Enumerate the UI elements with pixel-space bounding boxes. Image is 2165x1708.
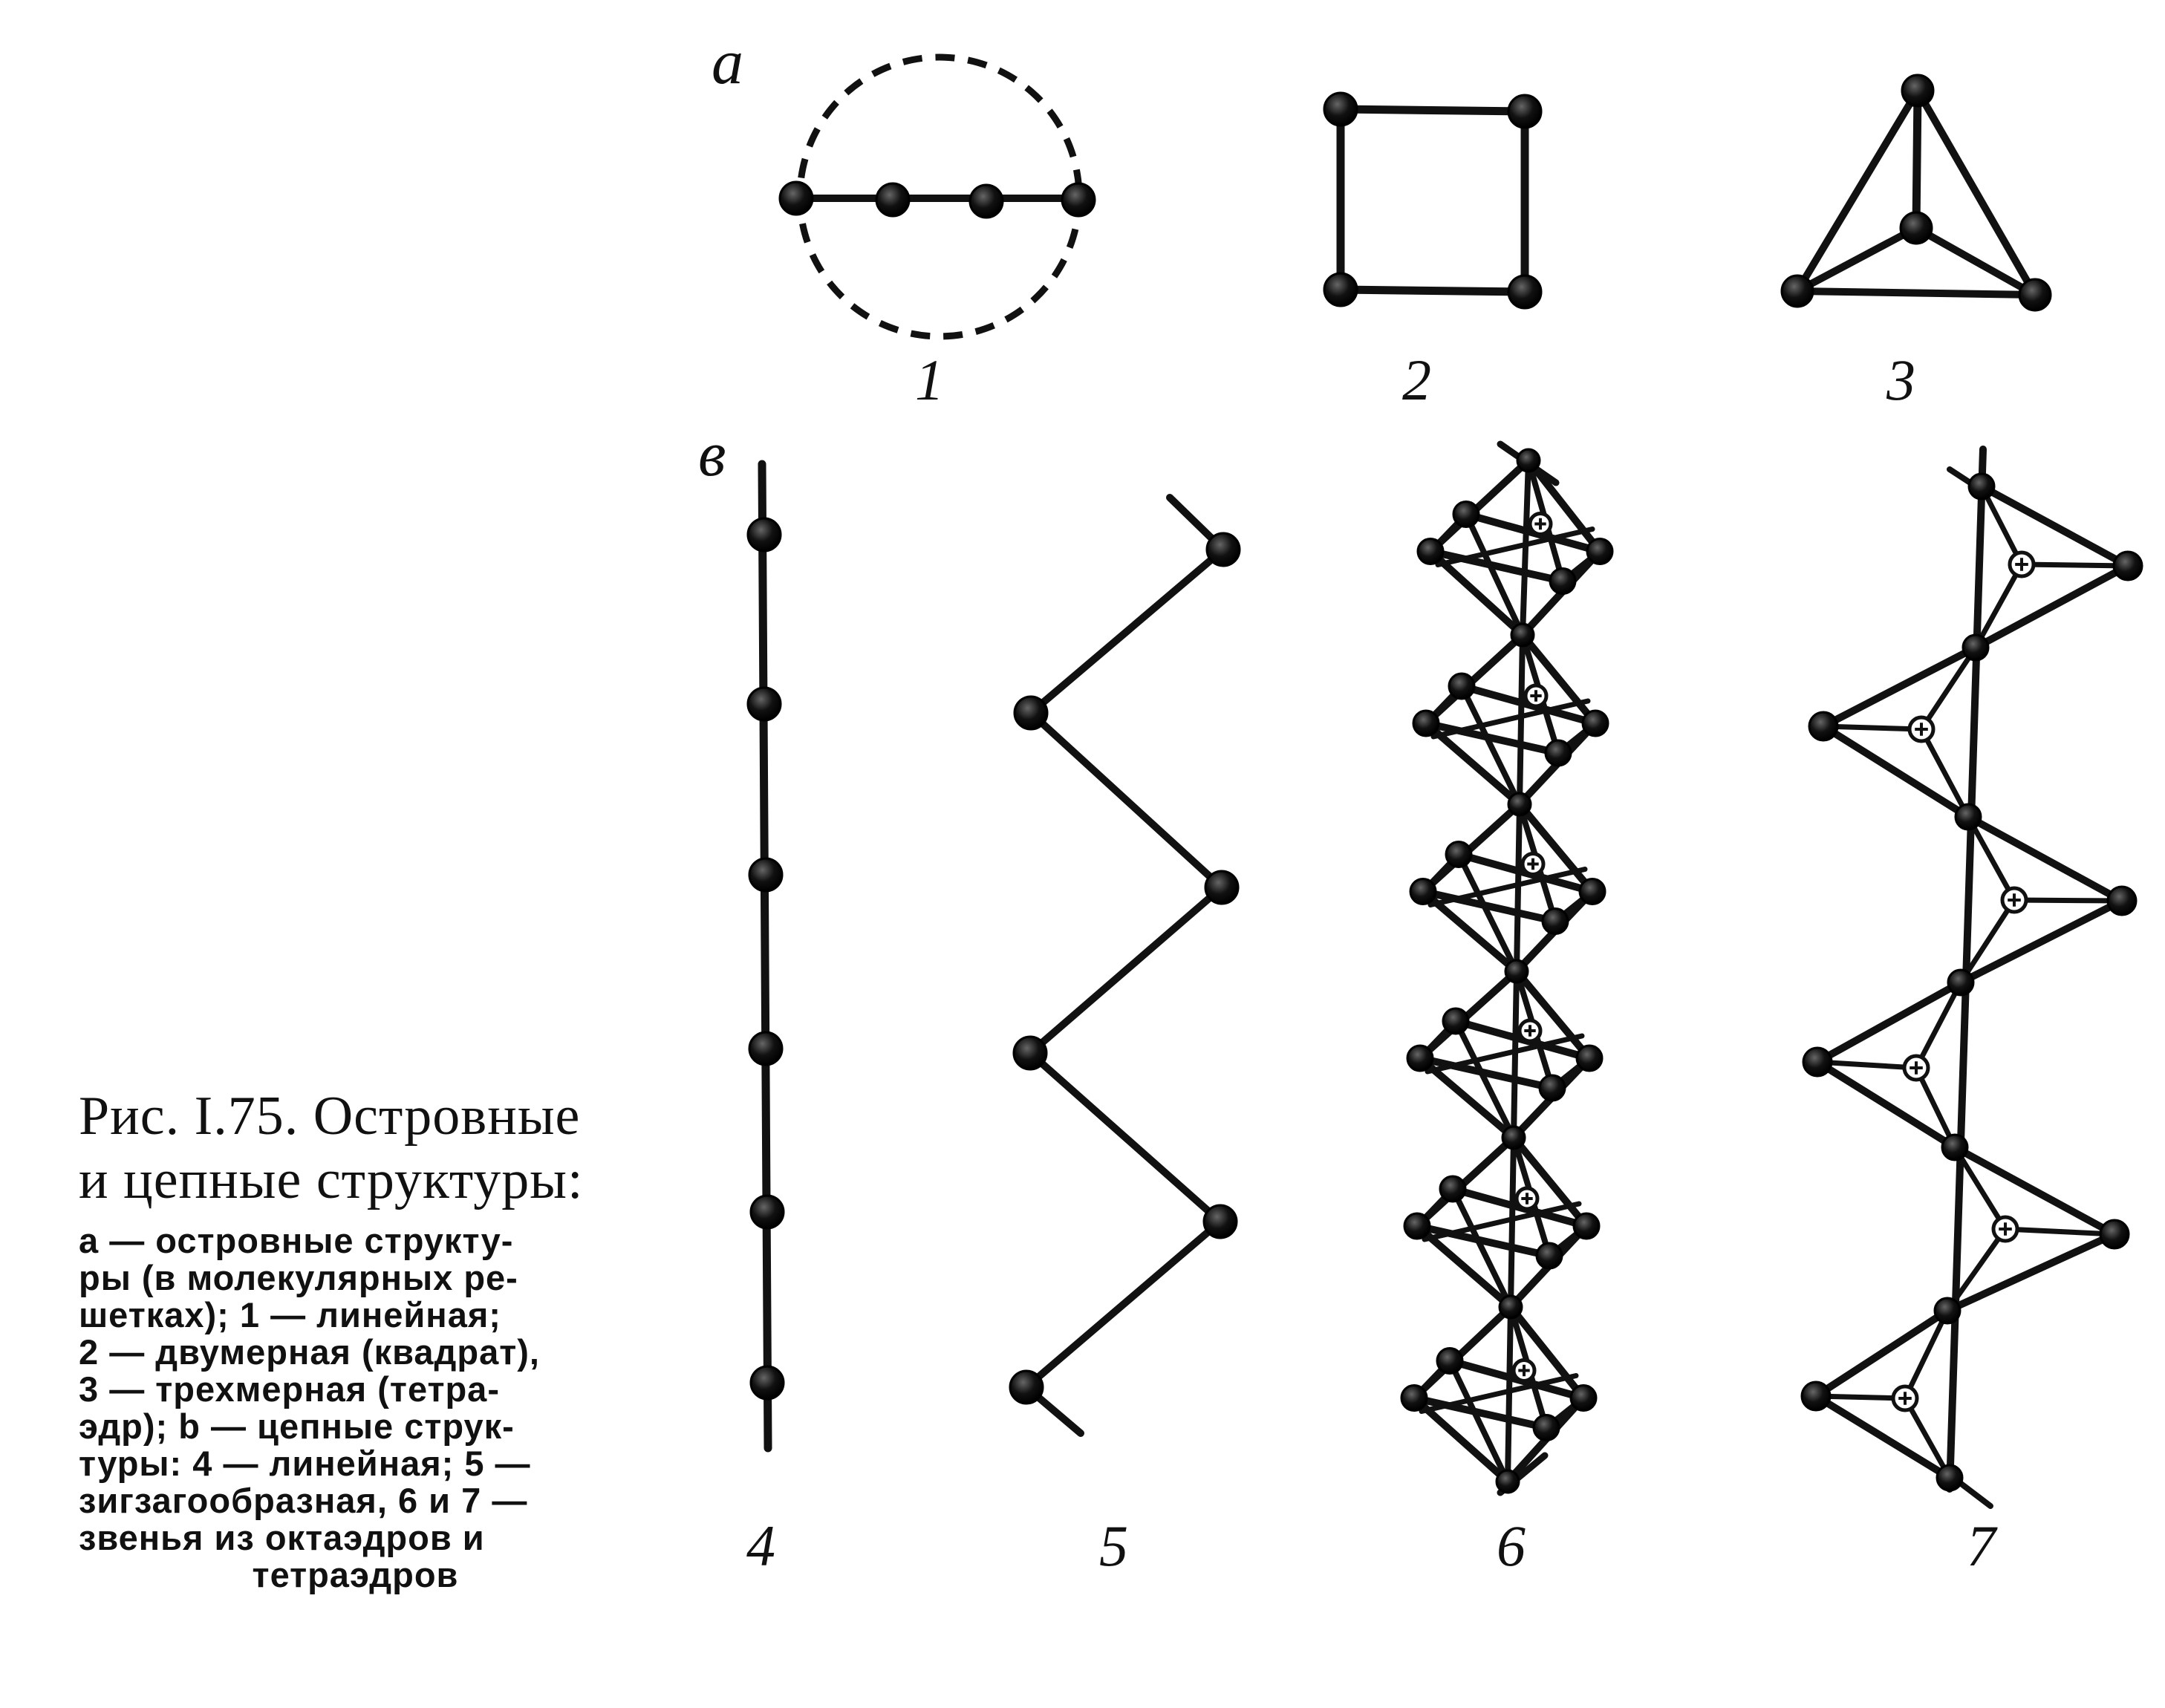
- bond-line: [1425, 1204, 1579, 1239]
- bond-line: [2005, 1229, 2114, 1234]
- atom: [1205, 871, 1238, 904]
- bond-line: [1031, 713, 1222, 887]
- cation-marker: [1530, 514, 1551, 535]
- atom: [1577, 1046, 1602, 1071]
- atom: [1324, 93, 1357, 126]
- structure-number-6: 6: [1497, 1513, 1526, 1578]
- caption-title: [79, 1084, 632, 1212]
- atom: [1497, 1470, 1519, 1493]
- bond-line: [1427, 1036, 1582, 1072]
- structure-number-7: 7: [1967, 1513, 1996, 1578]
- bond-line: [1450, 1361, 1508, 1482]
- caption-title-line: Рис. I.75. Островные: [79, 1086, 581, 1147]
- atom: [1537, 1243, 1562, 1268]
- atom: [1449, 674, 1474, 699]
- atom: [1204, 1205, 1237, 1238]
- atom: [1587, 539, 1612, 564]
- caption-body-line: звенья из октаэдров и: [79, 1518, 485, 1557]
- caption-body: [79, 1222, 632, 1594]
- structure-number-1: 1: [915, 348, 944, 412]
- figure-caption: [79, 1084, 632, 1594]
- atom: [1413, 711, 1439, 736]
- atom: [1546, 740, 1571, 766]
- cation-marker: [1993, 1217, 2017, 1241]
- atom: [1583, 711, 1608, 736]
- structure-number-2: 2: [1402, 348, 1431, 412]
- atom: [1543, 909, 1568, 934]
- caption-title-line: и цепные структуры:: [79, 1150, 584, 1210]
- cation-marker: [1910, 717, 1933, 741]
- atom: [751, 1366, 784, 1399]
- caption-body-line: эдр); b — цепные струк-: [79, 1407, 515, 1446]
- atom: [1418, 539, 1443, 564]
- atom: [1014, 1037, 1046, 1069]
- cation-marker: [1514, 1360, 1534, 1381]
- bond-line: [762, 464, 768, 1448]
- atom: [1500, 1296, 1522, 1318]
- bond-line: [1514, 971, 1517, 1138]
- bond-line: [1031, 550, 1223, 713]
- cation-marker: [1893, 1386, 1917, 1410]
- structure-6-octahedra-chain: [1401, 444, 1612, 1493]
- bond-line: [1430, 870, 1585, 905]
- atom: [1505, 960, 1528, 982]
- atom: [2019, 279, 2051, 310]
- bond-line: [1511, 1138, 1514, 1307]
- atom: [1902, 75, 1933, 106]
- structure-1-linear-island: [780, 57, 1095, 336]
- caption-body-line: 3 — трехмерная (тетра-: [79, 1369, 500, 1409]
- atom: [1935, 1298, 1960, 1323]
- atom: [1015, 697, 1047, 729]
- caption-body-last-line: тетраэдров: [252, 1555, 459, 1594]
- atom: [1802, 1382, 1830, 1410]
- caption-body-line: зигзагообразная, 6 и 7 —: [79, 1481, 528, 1520]
- bond-line: [1030, 1053, 1220, 1222]
- panel-label-a: a: [712, 26, 743, 97]
- atom: [1540, 1075, 1565, 1101]
- bond-line: [1438, 529, 1592, 565]
- bond-line: [1508, 1307, 1511, 1482]
- atom: [1901, 212, 1932, 244]
- atom: [1440, 1176, 1465, 1202]
- atom: [748, 518, 781, 551]
- bond-line: [2014, 900, 2122, 901]
- atom: [2100, 1220, 2129, 1248]
- cation-marker: [2002, 888, 2026, 912]
- atom: [1511, 624, 1534, 646]
- atom: [1803, 1048, 1832, 1076]
- panel-label-b: в: [698, 418, 726, 489]
- bond-line: [1422, 1376, 1576, 1412]
- atom: [1574, 1213, 1599, 1239]
- atom: [1571, 1386, 1596, 1411]
- bond-line: [1823, 648, 1976, 726]
- atom: [1453, 502, 1479, 527]
- structure-number-4: 4: [746, 1513, 775, 1578]
- caption-body-line: шетках); 1 — линейная;: [79, 1295, 501, 1334]
- atom: [1503, 1127, 1525, 1149]
- atom: [1809, 712, 1837, 740]
- atom: [748, 688, 781, 720]
- atom: [1401, 1386, 1427, 1411]
- structure-4-linear-chain: [748, 464, 784, 1448]
- atom: [876, 183, 909, 216]
- atom: [1410, 879, 1436, 904]
- atom: [1782, 276, 1813, 307]
- cation-marker: [1526, 685, 1546, 706]
- atom: [1550, 569, 1575, 594]
- structure-number-5: 5: [1099, 1513, 1128, 1578]
- atom: [1517, 449, 1540, 472]
- cation-marker: [1517, 1188, 1537, 1209]
- bond-line: [1341, 109, 1525, 111]
- cation-marker: [1520, 1020, 1540, 1041]
- atom: [751, 1196, 784, 1228]
- atom: [1508, 793, 1531, 815]
- bond-line: [1341, 290, 1525, 292]
- structure-3-tetrahedron: [1782, 75, 2051, 310]
- atom: [1508, 95, 1541, 128]
- structure-7-tetrahedra-chain: [1802, 449, 2142, 1506]
- caption-body-line: ры (в молекулярных ре-: [79, 1258, 518, 1297]
- structure-number-3: 3: [1886, 348, 1915, 412]
- structure-2-square: [1324, 93, 1541, 308]
- cation-marker: [1904, 1056, 1928, 1080]
- caption-body-line: 2 — двумерная (квадрат),: [79, 1332, 540, 1372]
- bond-line: [1916, 91, 1918, 228]
- atom: [2108, 887, 2136, 915]
- atom: [1508, 276, 1541, 308]
- atom: [1580, 879, 1605, 904]
- bond-line: [1520, 635, 1523, 804]
- atom: [1207, 533, 1240, 566]
- atom: [1437, 1349, 1462, 1374]
- atom: [1010, 1371, 1043, 1404]
- cation-marker: [1523, 854, 1543, 875]
- atom: [1942, 1135, 1967, 1160]
- atom: [1948, 970, 1973, 995]
- atom: [1407, 1046, 1433, 1071]
- atom: [749, 1032, 782, 1065]
- atom: [1062, 183, 1095, 216]
- atom: [1969, 474, 1994, 499]
- atom: [1956, 804, 1981, 829]
- atom: [1404, 1213, 1430, 1239]
- atom: [1937, 1465, 1962, 1490]
- bond-line: [2022, 564, 2128, 566]
- atom: [1324, 273, 1357, 306]
- bond-line: [1026, 1222, 1220, 1387]
- bond-line: [1466, 515, 1523, 636]
- atom: [780, 182, 813, 215]
- atom: [2114, 552, 2142, 580]
- bond-line: [1030, 887, 1222, 1053]
- atom: [1443, 1008, 1468, 1034]
- cation-marker: [2010, 553, 2034, 576]
- atom: [1963, 635, 1988, 660]
- atom: [1446, 842, 1471, 867]
- bond-line: [1517, 804, 1520, 971]
- atom: [1534, 1415, 1559, 1441]
- caption-body-line: а — островные структу-: [79, 1221, 514, 1260]
- bond-line: [1950, 449, 1983, 1489]
- bond-line: [1797, 291, 2035, 295]
- atom: [970, 185, 1003, 218]
- structure-5-zigzag-chain: [1010, 498, 1240, 1433]
- caption-body-line: туры: 4 — линейная; 5 —: [79, 1444, 531, 1483]
- atom: [749, 858, 782, 891]
- bond-line: [1433, 701, 1588, 737]
